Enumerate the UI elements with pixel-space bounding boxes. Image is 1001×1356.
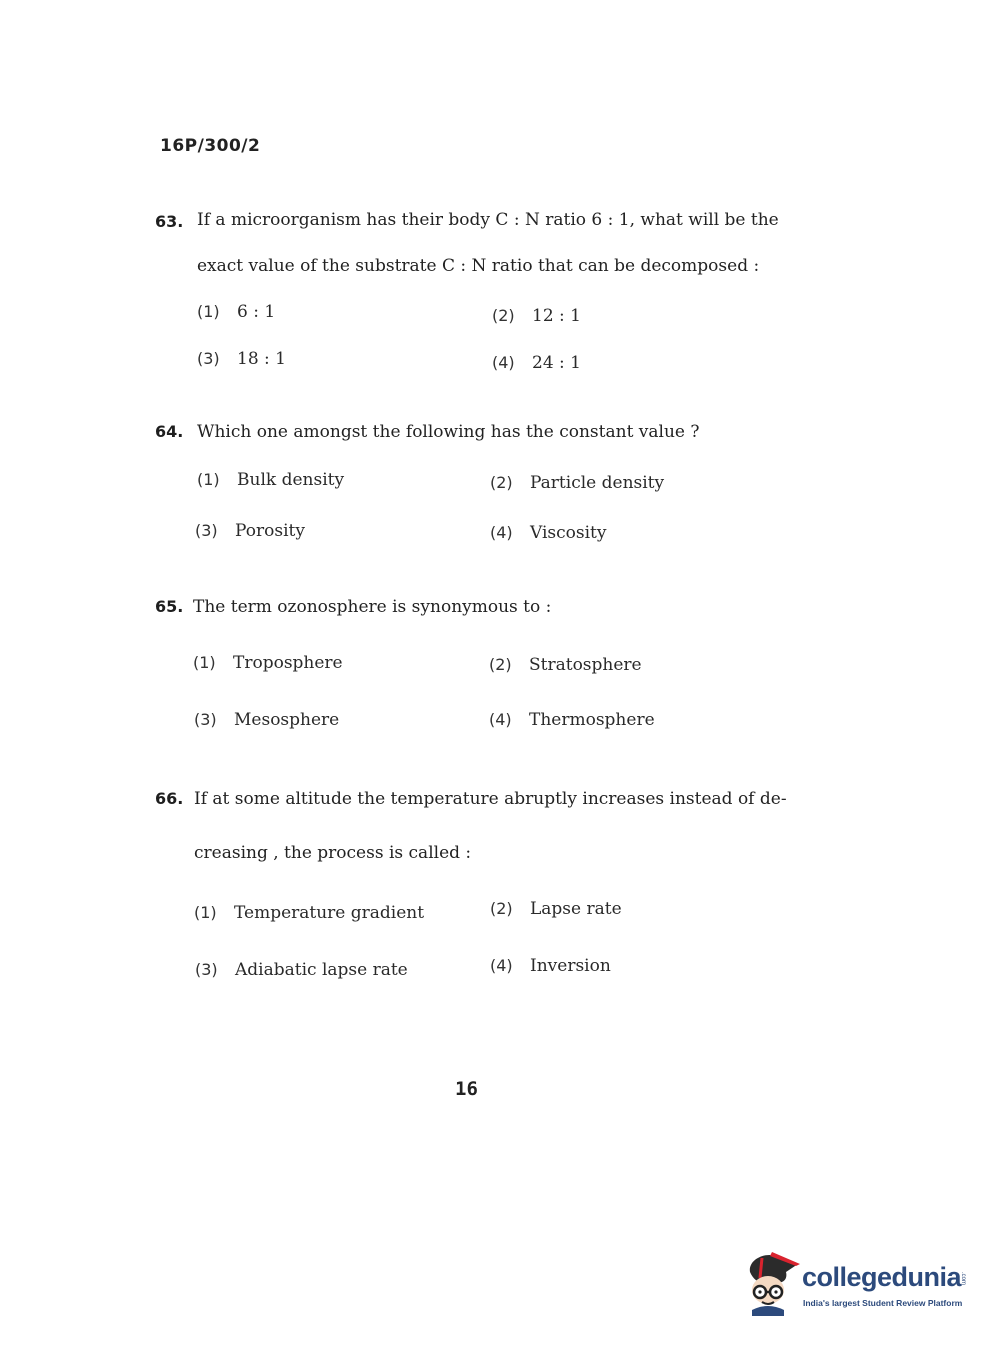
option-text: Particle density — [530, 473, 665, 493]
option-4 — [490, 523, 607, 543]
option-text: Lapse rate — [530, 899, 622, 919]
question-65 — [155, 595, 795, 735]
option-text: Bulk density — [237, 470, 345, 490]
option-text: Mesosphere — [234, 710, 340, 730]
option-label: (4) — [490, 523, 513, 542]
brand-name: collegedunia — [802, 1262, 962, 1292]
question-text-line-2: creasing , the process is called : — [194, 843, 472, 863]
option-text: 12 : 1 — [532, 306, 581, 326]
collegedunia-watermark[interactable] — [742, 1250, 972, 1320]
option-label: (3) — [194, 710, 217, 729]
option-label: (4) — [489, 710, 512, 729]
question-text-line-2: exact value of the substrate C : N ratio that can be decomposed : — [197, 256, 760, 276]
option-text: 24 : 1 — [532, 353, 581, 373]
option-label: (2) — [490, 899, 513, 918]
option-2 — [489, 655, 642, 675]
brand-tagline: India's largest Student Review Platform — [803, 1298, 963, 1308]
option-2 — [490, 473, 664, 493]
option-label: (1) — [194, 903, 217, 922]
option-text: 18 : 1 — [237, 349, 286, 369]
option-1 — [193, 653, 343, 673]
option-label: (3) — [197, 349, 220, 368]
question-number: 63. — [155, 212, 184, 231]
question-63 — [155, 210, 795, 380]
option-1 — [197, 470, 344, 490]
option-label: (1) — [197, 302, 220, 321]
option-text: Thermosphere — [529, 710, 655, 730]
option-2 — [492, 306, 581, 326]
option-label: (4) — [490, 956, 513, 975]
option-text: 6 : 1 — [237, 302, 276, 322]
option-text: Inversion — [530, 956, 611, 976]
question-64 — [155, 420, 795, 550]
option-4 — [489, 710, 655, 730]
option-text: Stratosphere — [529, 655, 642, 675]
option-3 — [195, 960, 408, 980]
question-number: 66. — [155, 789, 184, 808]
option-2 — [490, 899, 622, 919]
option-label: (3) — [195, 521, 218, 540]
graduate-mascot-icon — [742, 1250, 802, 1316]
option-label: (4) — [492, 353, 515, 372]
option-text: Troposphere — [233, 653, 343, 673]
question-text-line-1: If at some altitude the temperature abruptly increases instead of de- — [194, 789, 787, 809]
option-4 — [492, 353, 581, 373]
option-label: (2) — [489, 655, 512, 674]
question-number: 64. — [155, 422, 184, 441]
question-number: 65. — [155, 597, 184, 616]
option-text: Porosity — [235, 521, 305, 541]
option-1 — [197, 302, 275, 322]
brand-domain-suffix: .com — [960, 1272, 966, 1286]
option-text: Temperature gradient — [234, 903, 425, 923]
question-text-line-1: If a microorganism has their body C : N ratio 6 : 1, what will be the — [197, 210, 779, 230]
question-text-line-1: The term ozonosphere is synonymous to : — [193, 597, 552, 617]
option-text: Viscosity — [530, 523, 607, 543]
page-code: 16P/300/2 — [160, 136, 261, 156]
question-text-line-1: Which one amongst the following has the constant value ? — [197, 422, 700, 442]
option-1 — [194, 903, 424, 923]
question-66 — [155, 787, 795, 987]
option-3 — [195, 521, 305, 541]
option-label: (2) — [490, 473, 513, 492]
option-label: (3) — [195, 960, 218, 979]
option-label: (1) — [193, 653, 216, 672]
option-label: (1) — [197, 470, 220, 489]
option-3 — [194, 710, 339, 730]
option-text: Adiabatic lapse rate — [235, 960, 408, 980]
option-3 — [197, 349, 286, 369]
option-4 — [490, 956, 611, 976]
page-number: 16 — [455, 1078, 478, 1100]
option-label: (2) — [492, 306, 515, 325]
